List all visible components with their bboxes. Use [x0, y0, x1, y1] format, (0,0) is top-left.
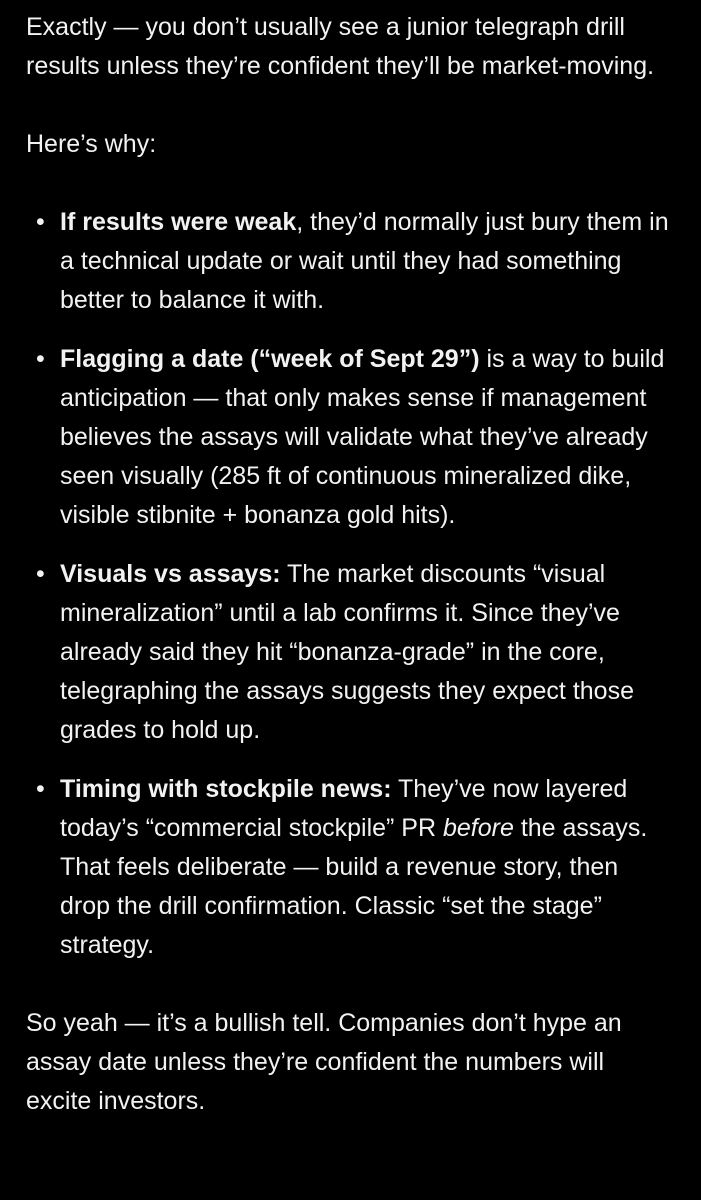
why-paragraph: Here’s why: [26, 130, 157, 158]
point-heading: Visuals vs assays: [60, 560, 281, 588]
bullet-icon: • [36, 775, 45, 803]
point-text: is a way to build anticipation — that only makes sense if management believes the assays will validate what they’ve already seen visually (285 ft of continuous mineralized dike, visible stibnite + bonanza gold hits). [60, 345, 665, 529]
intro-paragraph: Exactly — you don’t usually see a junior telegraph drill results unless they’re confident they’ll be market-moving. [26, 13, 655, 80]
bullet-icon: • [36, 208, 45, 236]
list-item [26, 340, 675, 535]
list-item [26, 555, 675, 750]
point-text: , they’d normally just bury them in a technical update or wait until they had something better to balance it with. [60, 208, 669, 314]
point-heading: Timing with stockpile news: [60, 775, 392, 803]
point-text-continued: the assays. That feels deliberate — build a revenue story, then drop the drill confirmation. Classic “set the stage” strategy. [60, 814, 648, 959]
point-text: The market discounts “visual mineralization” until a lab confirms it. Since they’ve already said they hit “bonanza-grade” in the core, telegraphing the assays suggests they expect those grades to hold up. [60, 560, 634, 744]
point-emphasis: before [442, 814, 514, 842]
point-text: They’ve now layered today’s “commercial stockpile” PR [60, 775, 628, 842]
bullet-icon: • [36, 345, 45, 373]
list-item [26, 770, 675, 965]
conclusion-paragraph: So yeah — it’s a bullish tell. Companies don’t hype an assay date unless they’re confident the numbers will excite investors. [26, 1009, 622, 1115]
list-item [26, 203, 675, 320]
point-heading: Flagging a date (“week of Sept 29”) [60, 345, 480, 373]
reasons-list [26, 203, 675, 965]
point-heading: If results were weak [60, 208, 297, 236]
bullet-icon: • [36, 560, 45, 588]
